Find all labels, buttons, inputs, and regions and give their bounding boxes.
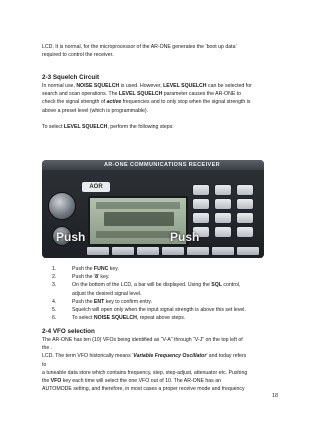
keypad-key xyxy=(236,184,254,196)
list-item-text: To select xyxy=(72,315,94,322)
paragraph-line: AUTOMODE setting, and therefore, in most cases a proper receive mode and frequency xyxy=(42,386,245,393)
list-item-number: 4. xyxy=(52,298,57,305)
paragraph-line: above a preset level (which is programmable). xyxy=(42,107,149,114)
vfo-section xyxy=(42,328,270,393)
list-item-text: key to confirm entry. xyxy=(104,298,153,305)
list-item-text: ’ key. xyxy=(97,274,110,281)
list-item xyxy=(42,314,270,322)
receiver-front-panel xyxy=(42,170,264,258)
push-caption-right: Push xyxy=(170,230,200,244)
list-item-text: 8 xyxy=(95,274,98,281)
intro-line: required to control the receiver. xyxy=(42,52,114,59)
function-key xyxy=(136,246,160,256)
list-item-text: NOISE SQUELCH xyxy=(93,315,137,322)
list-item-text: adjust the desired signal level. xyxy=(72,290,142,297)
keypad-key xyxy=(214,226,232,238)
keypad-key xyxy=(192,212,210,224)
list-item-text: Push the xyxy=(72,298,94,305)
keypad-key xyxy=(214,184,232,196)
keypad-key xyxy=(236,198,254,210)
list-item xyxy=(42,298,270,306)
page-number: 18 xyxy=(272,393,279,399)
function-key xyxy=(236,246,260,256)
push-caption-left: Push xyxy=(56,230,86,244)
function-key xyxy=(211,246,235,256)
list-item xyxy=(42,290,270,298)
list-item-text: control, xyxy=(221,282,241,289)
keypad-key xyxy=(192,198,210,210)
paragraph-line: check the signal strength of active frequencies and to only stop when the signal strength is xyxy=(42,99,251,106)
function-key xyxy=(111,246,135,256)
function-key xyxy=(186,246,210,256)
intro-line: LCD. It is normal, for the microprocessor of the AR-ONE generates the ‘boot up data’ xyxy=(42,44,237,50)
list-item-number: 3. xyxy=(52,282,57,289)
list-item xyxy=(42,281,270,289)
section-heading: 2-3 Squelch Circuit xyxy=(42,74,100,81)
keypad-key xyxy=(214,212,232,224)
keypad-key xyxy=(236,226,254,238)
list-item-number: 1. xyxy=(52,266,57,272)
list-item-text: Push the xyxy=(72,266,94,272)
paragraph-line: search and scan operations. The LEVEL SQUELCH parameter causes the AR-ONE to xyxy=(42,91,242,98)
list-item-text: Squelch will open only when the input signal strength is above this set level. xyxy=(72,307,246,314)
list-item-text: On the bottom of the LCD, a bar will be displayed. Using the xyxy=(72,282,212,289)
intro-paragraph xyxy=(42,43,270,59)
paragraph-line: The AR-ONE has ten (10) VFOs being identified as “V-A” through “V-J” on the top left of xyxy=(42,337,243,343)
paragraph-line: To select LEVEL SQUELCH, perform the following steps: xyxy=(42,123,174,130)
lcd-segment xyxy=(96,231,180,238)
list-item-number: 6. xyxy=(52,315,57,322)
list-item xyxy=(42,306,270,314)
function-key xyxy=(86,246,110,256)
paragraph-line: to xyxy=(42,361,47,368)
list-item-text: key. xyxy=(108,266,119,272)
list-item-text: FUNC xyxy=(93,266,109,272)
paragraph-line: LCD. The term VFO historically means ‘Variable Frequency Oscillator’ and today refers xyxy=(42,353,247,360)
keypad-key xyxy=(236,212,254,224)
keypad-key xyxy=(214,198,232,210)
list-item xyxy=(42,265,270,273)
receiver-title: AR-ONE COMMUNICATIONS RECEIVER xyxy=(103,162,221,168)
list-item-text: SQL xyxy=(211,282,222,289)
paragraph-line: In normal use, NOISE SQUELCH is used. However, LEVEL SQUELCH can be selected for xyxy=(42,83,252,89)
list-item-number: 2. xyxy=(52,274,57,281)
tuning-knob-icon xyxy=(48,192,76,220)
keypad xyxy=(192,184,258,246)
paragraph-line: a tuneable data store which contains frequency, step, step-adjust, attenuator etc. Pushing xyxy=(42,369,248,376)
list-item xyxy=(42,273,270,281)
list-item-text: , repeat above steps. xyxy=(136,315,186,322)
aor-logo: AOR xyxy=(82,182,110,192)
function-key xyxy=(161,246,185,256)
keypad-key xyxy=(192,184,210,196)
function-key-row xyxy=(86,246,256,256)
squelch-section xyxy=(42,74,270,131)
lcd-segment xyxy=(96,202,180,209)
paragraph-line: the . xyxy=(42,345,53,352)
lcd-frequency-digits xyxy=(104,212,174,226)
section-heading: 2-4 VFO selection xyxy=(42,328,95,335)
steps-list xyxy=(42,265,270,322)
receiver-photo xyxy=(42,160,264,258)
paragraph-line: the VFO key each time will select the one VFO out of 10. The AR-ONE has an xyxy=(42,378,221,385)
list-item-text: Push the ‘ xyxy=(72,274,96,281)
list-item-text: ENT xyxy=(93,298,105,305)
list-item-number: 5. xyxy=(52,307,57,314)
